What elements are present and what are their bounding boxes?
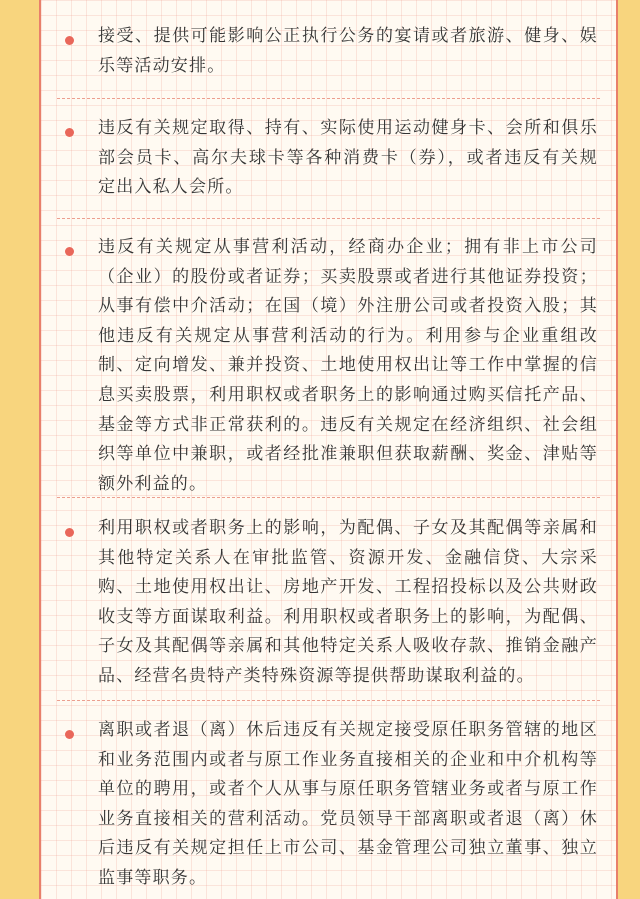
item-text: 违反有关规定从事营利活动，经商办企业；拥有非上市公司（企业）的股份或者证券；买卖股票或者进行其他证券投资；从事有偿中介活动；在国（境）外注册公司或者投资入股；其他违反有关规定从事营利活动的行为。利用参与企业重组改制、定向增发、兼并投资、土地使用权出让等工作中掌握的信息买卖股票，利用职权或者职务上的影响通过购买信托产品、基金等方式非正常获利的。违反有关规定在经济组织、社会组织等单位中兼职，或者经批准兼职但获取薪酬、奖金、津贴等额外利益的。 — [98, 237, 598, 494]
dashed-divider — [57, 700, 600, 701]
item-text: 接受、提供可能影响公正执行公务的宴请或者旅游、健身、娱乐等活动安排。 — [98, 26, 598, 76]
bullet-dot-icon — [65, 730, 74, 739]
item-text: 离职或者退（离）休后违反有关规定接受原任职务管辖的地区和业务范围内或者与原工作业务直接相关的企业和中介机构等单位的聘用，或者个人从事与原任职务管辖业务或者与原工作业务直接相关的营利活动。党员领导干部离职或者退（离）休后违反有关规定担任上市公司、基金管理公司独立董事、独立监事等职务。 — [98, 720, 598, 888]
bullet-dot-icon — [65, 36, 74, 45]
item-text: 利用职权或者职务上的影响，为配偶、子女及其配偶等亲属和其他特定关系人在审批监管、资源开发、金融信贷、大宗采购、土地使用权出让、房地产开发、工程招投标以及公共财政收支等方面谋取利益。利用职权或者职务上的影响，为配偶、子女及其配偶等亲属和其他特定关系人吸收存款、推销金融产品、经营名贵特产类特殊资源等提供帮助谋取利益的。 — [98, 518, 598, 686]
bullet-dot-icon — [65, 247, 74, 256]
dashed-divider — [57, 218, 600, 219]
content-card — [39, 0, 618, 899]
dashed-divider — [57, 497, 600, 498]
bullet-dot-icon — [65, 128, 74, 137]
bullet-dot-icon — [65, 528, 74, 537]
dashed-divider — [57, 98, 600, 99]
item-text: 违反有关规定取得、持有、实际使用运动健身卡、会所和俱乐部会员卡、高尔夫球卡等各种消费卡（券），或者违反有关规定出入私人会所。 — [98, 118, 598, 198]
